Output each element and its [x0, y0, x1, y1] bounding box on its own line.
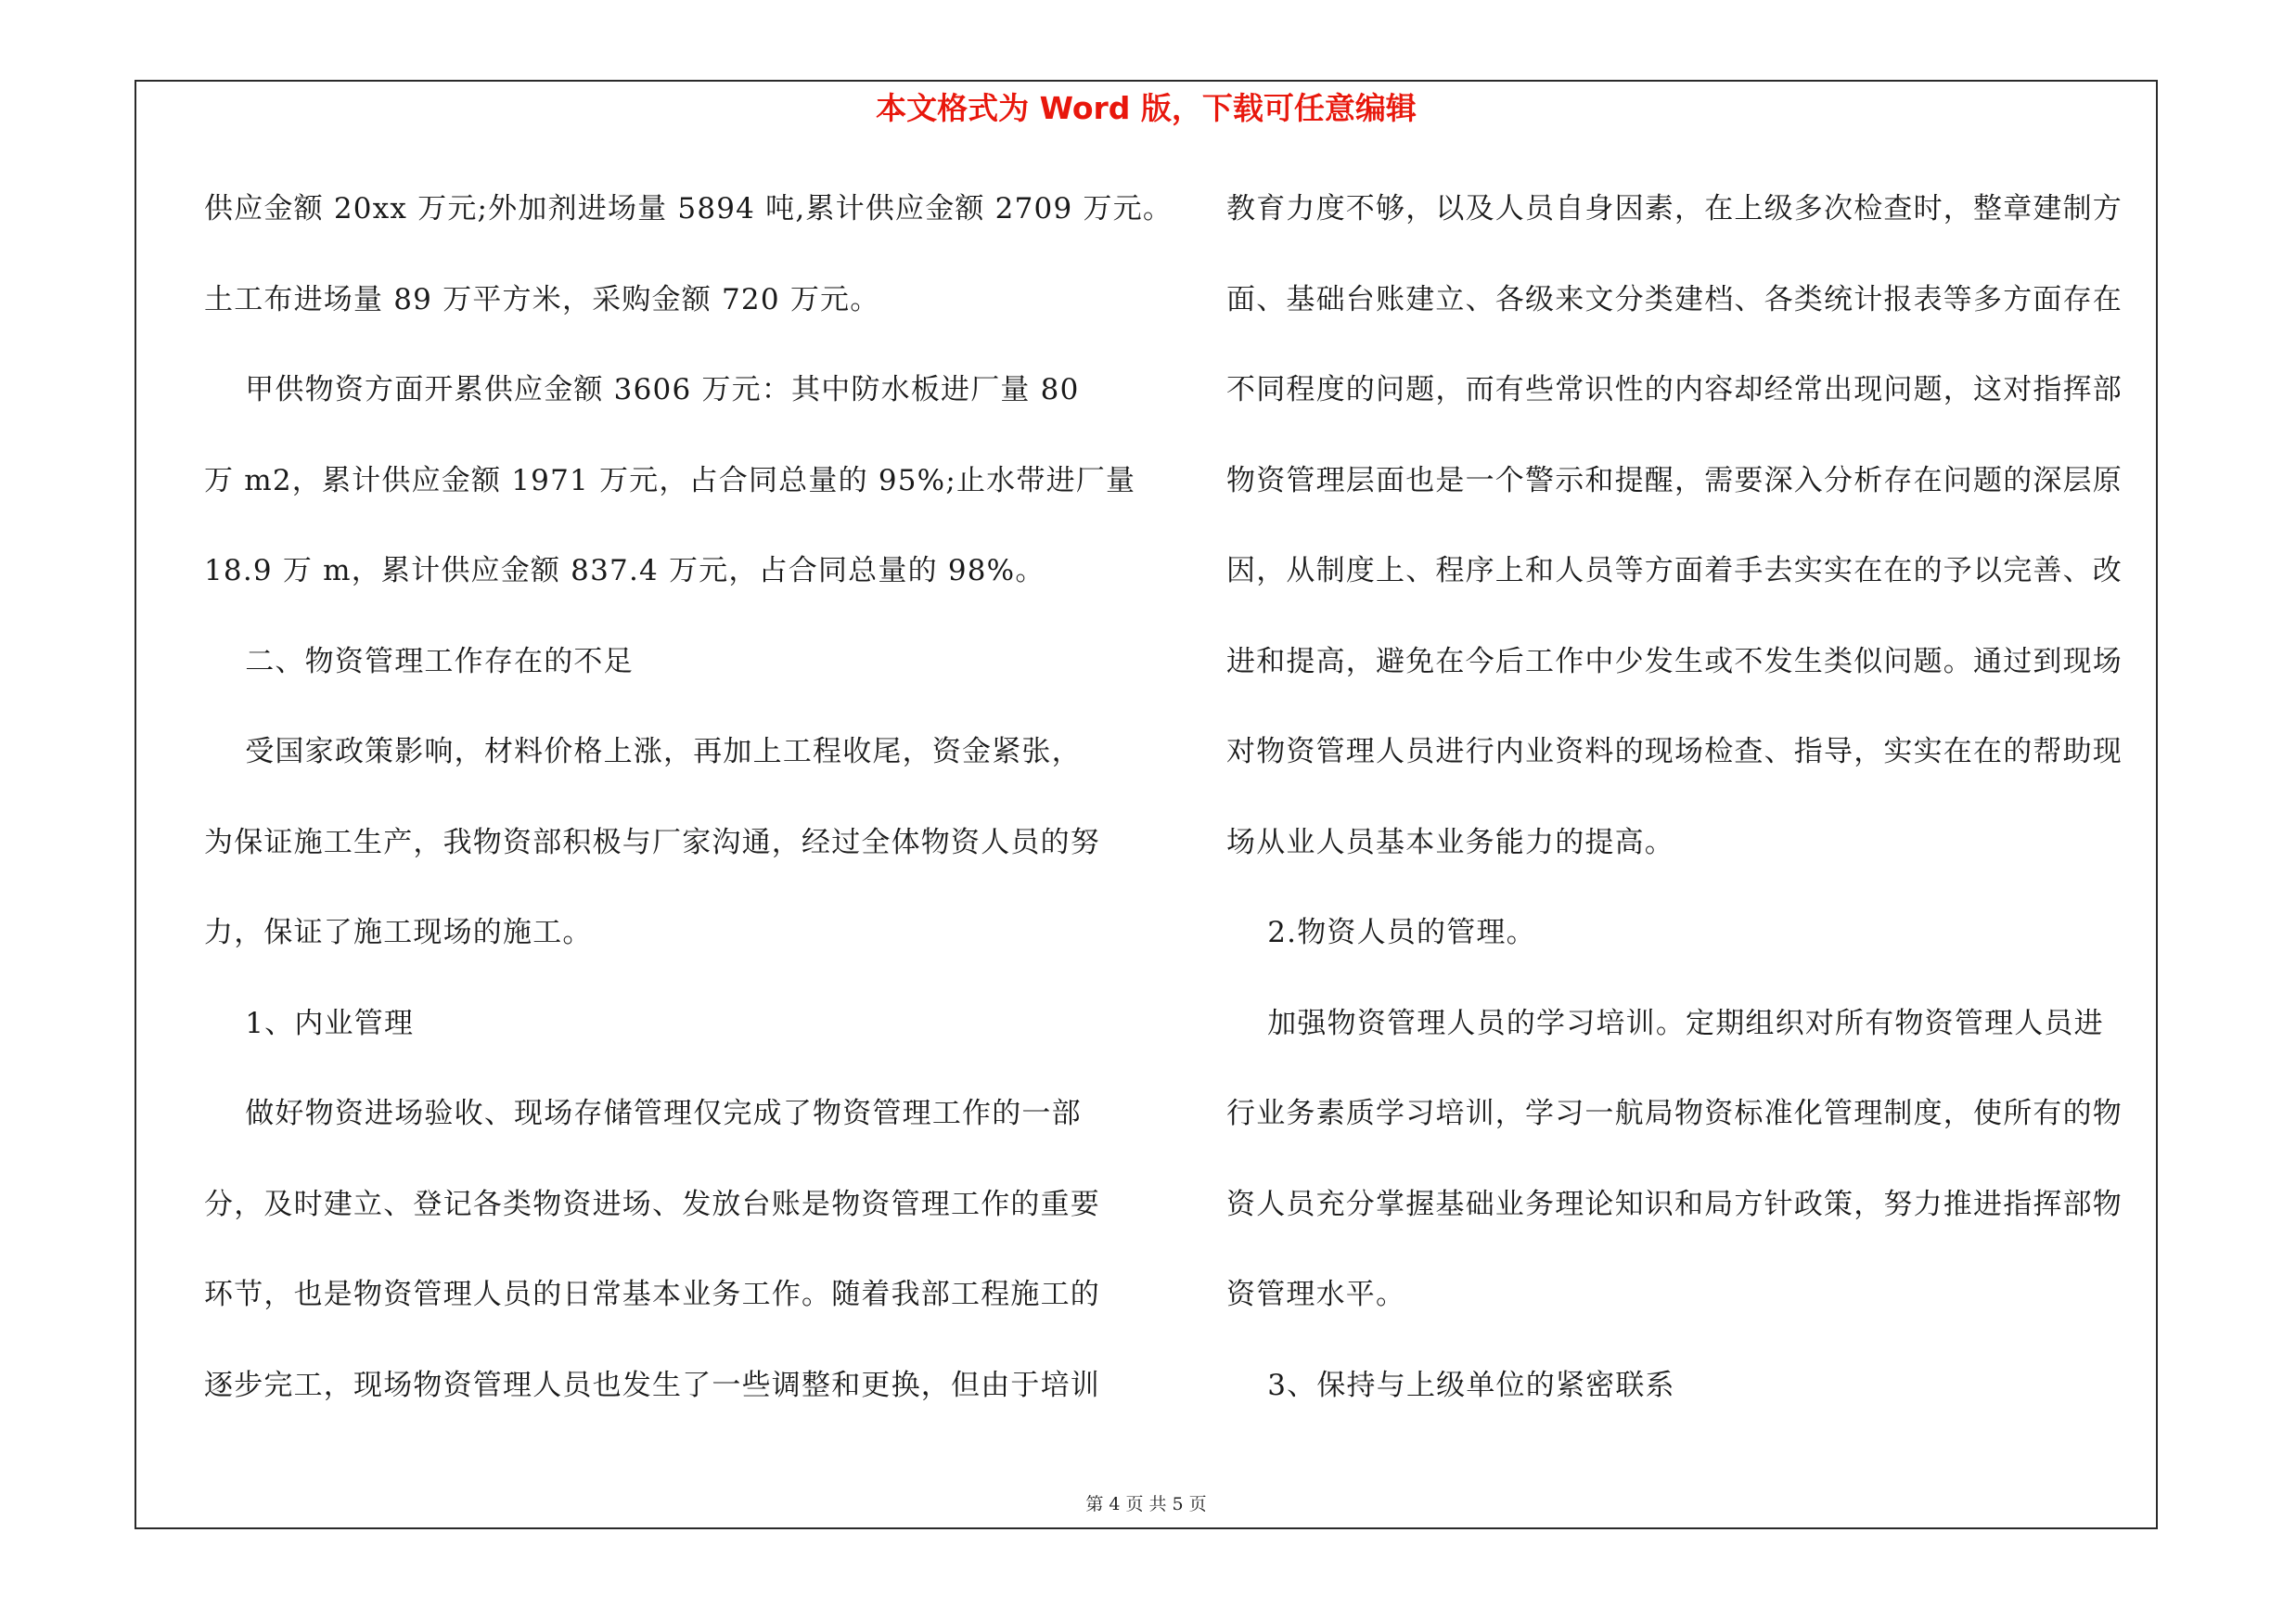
section-heading: 二、物资管理工作存在的不足 — [204, 644, 634, 678]
body-text-line: 行业务素质学习培训，学习一航局物资标准化管理制度，使所有的物 — [1226, 1097, 2123, 1130]
body-text-line: 资人员充分掌握基础业务理论知识和局方针政策，努力推进指挥部物 — [1226, 1187, 2123, 1221]
body-text-line: 物资管理层面也是一个警示和提醒，需要深入分析存在问题的深层原 — [1226, 463, 2123, 497]
body-text-line: 力，保证了施工现场的施工。 — [204, 916, 593, 949]
right-text-column — [1226, 181, 2145, 1448]
body-text-line: 逐步完工，现场物资管理人员也发生了一些调整和更换，但由于培训 — [204, 1368, 1100, 1402]
body-text-line: 资管理水平。 — [1226, 1278, 1406, 1311]
body-text-line: 甲供物资方面开累供应金额 3606 万元：其中防水板进厂量 80 — [204, 373, 1080, 406]
subsection-heading: 1、内业管理 — [204, 1006, 415, 1040]
body-text-line: 教育力度不够，以及人员自身因素，在上级多次检查时，整章建制方 — [1226, 192, 2123, 225]
word-format-banner: 本文格式为 Word 版，下载可任意编辑 — [876, 90, 1417, 126]
subsection-heading: 2.物资人员的管理。 — [1226, 916, 1536, 949]
body-text-line: 做好物资进场验收、现场存储管理仅完成了物资管理工作的一部 — [204, 1097, 1082, 1130]
body-text-line: 面、基础台账建立、各级来文分类建档、各类统计报表等多方面存在 — [1226, 282, 2123, 316]
body-text-line: 不同程度的问题，而有些常识性的内容却经常出现问题，这对指挥部 — [1226, 373, 2123, 406]
body-text-line: 场从业人员基本业务能力的提高。 — [1226, 825, 1674, 859]
subsection-heading: 3、保持与上级单位的紧密联系 — [1226, 1368, 1675, 1402]
body-text-line: 供应金额 20xx 万元;外加剂进场量 5894 吨,累计供应金额 2709 万元。 — [204, 192, 1174, 225]
body-text-line: 受国家政策影响，材料价格上涨，再加上工程收尾，资金紧张， — [204, 735, 1082, 768]
body-text-line: 环节，也是物资管理人员的日常基本业务工作。随着我部工程施工的 — [204, 1278, 1100, 1311]
body-text-line: 万 m2，累计供应金额 1971 万元，占合同总量的 95%;止水带进厂量 — [204, 463, 1136, 497]
body-text-line: 加强物资管理人员的学习培训。定期组织对所有物资管理人员进 — [1226, 1006, 2104, 1040]
body-text-line: 为保证施工生产，我物资部积极与厂家沟通，经过全体物资人员的努 — [204, 825, 1100, 859]
page-number: 第 4 页 共 5 页 — [1085, 1494, 1207, 1514]
body-text-line: 对物资管理人员进行内业资料的现场检查、指导，实实在在的帮助现 — [1226, 735, 2123, 768]
body-text-line: 土工布进场量 89 万平方米，采购金额 720 万元。 — [204, 282, 880, 316]
body-text-line: 分，及时建立、登记各类物资进场、发放台账是物资管理工作的重要 — [204, 1187, 1100, 1221]
body-text-line: 进和提高，避免在今后工作中少发生或不发生类似问题。通过到现场 — [1226, 644, 2123, 678]
body-text-line: 因，从制度上、程序上和人员等方面着手去实实在在的予以完善、改 — [1226, 554, 2123, 587]
left-text-column — [204, 181, 1174, 1448]
body-text-line: 18.9 万 m，累计供应金额 837.4 万元，占合同总量的 98%。 — [204, 554, 1045, 587]
